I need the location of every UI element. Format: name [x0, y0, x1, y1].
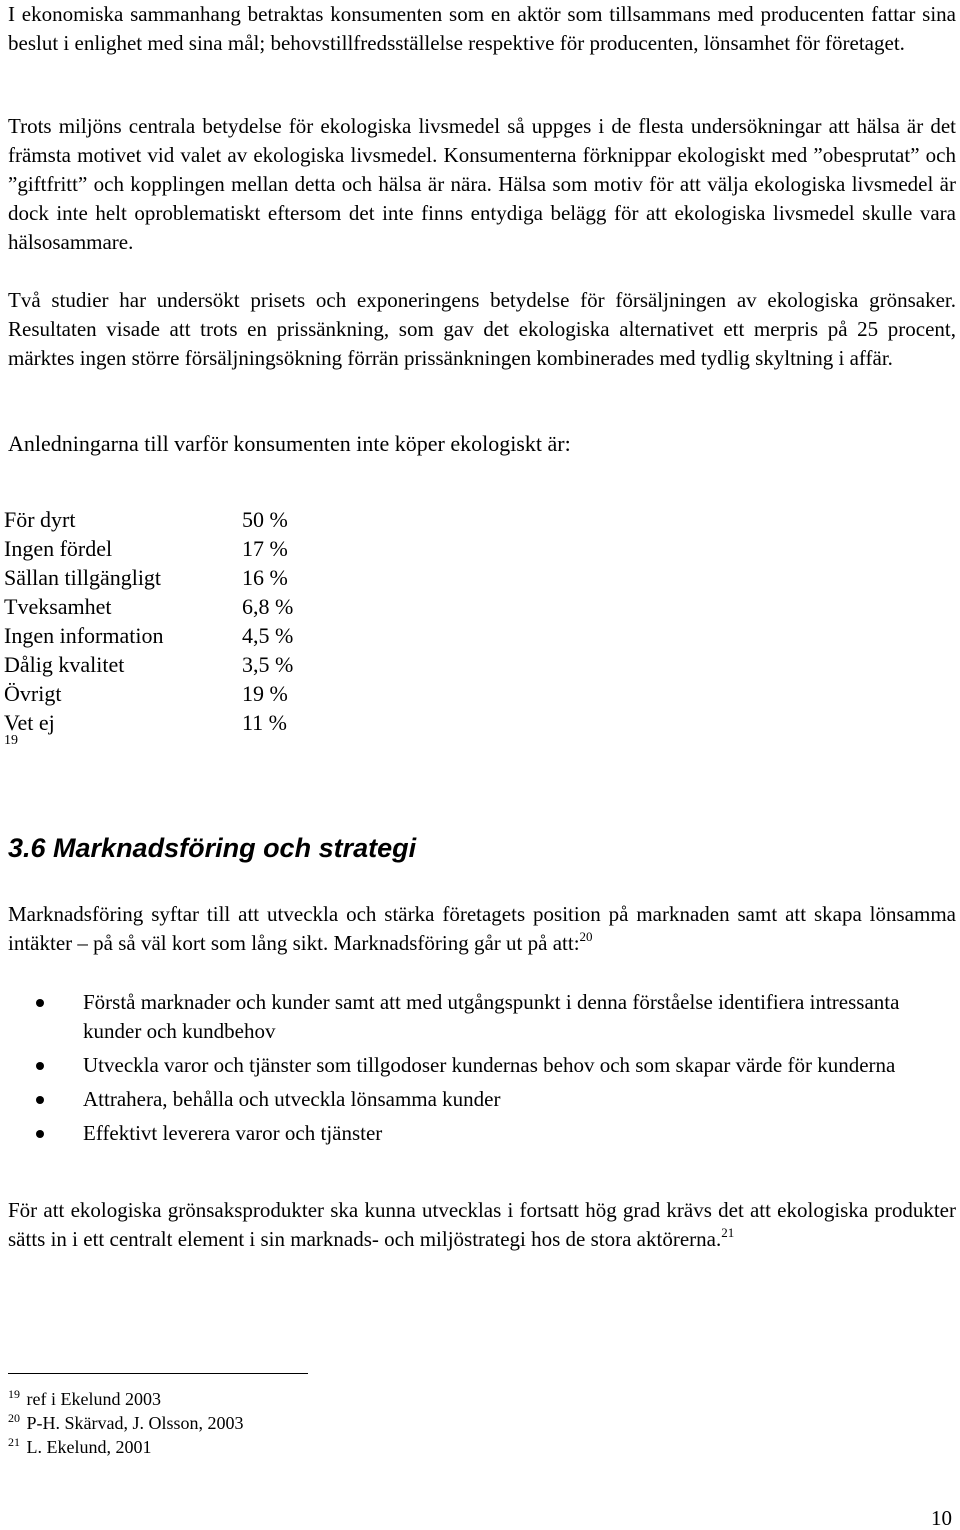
- list-item: [8, 1085, 956, 1114]
- paragraph-strategy-text: För att ekologiska grönsaksprodukter ska kunna utvecklas i fortsatt hög grad krävs det att ekologiska produkter sätts in i ett centralt element i sin marknads- och miljöstrategi hos de stora aktörerna.: [8, 1198, 956, 1251]
- bullet-icon: [36, 1062, 44, 1070]
- footnote: [8, 1387, 244, 1411]
- footnote-divider: [8, 1373, 308, 1374]
- reasons-lead-text: Anledningarna till varför konsumenten inte köper ekologiskt är:: [8, 431, 571, 456]
- list-item-text: Utveckla varor och tjänster som tillgodoser kundernas behov och som skapar värde för kunderna: [83, 1053, 896, 1077]
- reason-value: 4,5 %: [242, 623, 294, 648]
- footnote-ref: 21: [721, 1225, 735, 1240]
- footnotes: [8, 1387, 244, 1459]
- reason-row: [4, 679, 404, 708]
- reason-row: [4, 708, 404, 737]
- reason-row: [4, 563, 404, 592]
- reasons-table: [4, 505, 404, 737]
- paragraph-strategy: [8, 1196, 956, 1254]
- reason-label: Tveksamhet: [4, 594, 112, 619]
- reason-value: 6,8 %: [242, 594, 294, 619]
- bullet-icon: [36, 1096, 44, 1104]
- footnote-number: 20: [8, 1411, 20, 1425]
- reason-value: 16 %: [242, 565, 288, 590]
- footnote-number: 21: [8, 1435, 20, 1449]
- reason-label: Dålig kvalitet: [4, 652, 125, 677]
- reason-value: 50 %: [242, 507, 288, 532]
- paragraph-price-studies: Två studier har undersökt prisets och exponeringens betydelse för försäljningen av ekologiska grönsaker. Resultaten visade att trots en prissänkning, som gav det ekologiska alternativet ett merpris på 25 procent, märktes ingen större försäljningsökning förrän prissänkningen kombinerades med tydlig skyltning i affär.: [8, 288, 956, 370]
- list-item: [8, 1051, 956, 1080]
- footnote-text: ref i Ekelund 2003: [26, 1389, 161, 1409]
- page-number: 10: [931, 1506, 952, 1530]
- reason-value: 19 %: [242, 681, 288, 706]
- list-item-text: Effektivt leverera varor och tjänster: [83, 1121, 383, 1145]
- reason-label: Sällan tillgängligt: [4, 565, 162, 590]
- reason-label: Vet ej: [4, 710, 55, 735]
- reason-row: [4, 621, 404, 650]
- paragraph-marketing: [8, 900, 956, 958]
- list-item: [8, 1119, 956, 1148]
- reason-value: 3,5 %: [242, 652, 294, 677]
- marketing-bullet-list: [8, 988, 956, 1153]
- section-heading: 3.6 Marknadsföring och strategi: [8, 833, 417, 863]
- reason-label: Övrigt: [4, 681, 62, 706]
- footnote-number: 19: [8, 1387, 20, 1401]
- footnote-text: L. Ekelund, 2001: [26, 1437, 152, 1457]
- footnote-text: P-H. Skärvad, J. Olsson, 2003: [26, 1413, 244, 1433]
- reason-label: Ingen information: [4, 623, 164, 648]
- footnote: [8, 1411, 244, 1435]
- bullet-icon: [36, 1130, 44, 1138]
- bullet-icon: [36, 999, 44, 1007]
- reason-label: Ingen fördel: [4, 536, 113, 561]
- paragraph-health-motive: Trots miljöns centrala betydelse för ekologiska livsmedel så uppges i de flesta undersökningar att hälsa är det främsta motivet vid valet av ekologiska livsmedel. Konsumenterna förknippar ekologiskt med ”obesprutat” och ”giftfritt” och kopplingen mellan detta och hälsa är nära. Hälsa som motiv för att välja ekologiska livsmedel är dock inte helt oproblematiskt eftersom det inte finns entydiga belägg för att ekologiska livsmedel skulle vara hälsosammare.: [8, 114, 956, 254]
- list-item-text: Attrahera, behålla och utveckla lönsamma kunder: [83, 1087, 501, 1111]
- reason-row: [4, 650, 404, 679]
- reason-value: 17 %: [242, 536, 288, 561]
- reason-row: [4, 505, 404, 534]
- reason-row: [4, 592, 404, 621]
- footnote: [8, 1435, 244, 1459]
- reason-row: [4, 534, 404, 563]
- reasons-footnote-ref: 19: [4, 733, 18, 748]
- reason-label: För dyrt: [4, 507, 76, 532]
- footnote-ref: 20: [579, 929, 593, 944]
- list-item: [8, 988, 956, 1046]
- paragraph-consumer-economics: I ekonomiska sammanhang betraktas konsumenten som en aktör som tillsammans med producenten fattar sina beslut i enlighet med sina mål; behovstillfredsställelse respektive för producenten, lönsamhet för företaget.: [8, 2, 956, 55]
- reason-value: 11 %: [242, 710, 288, 735]
- list-item-text: Förstå marknader och kunder samt att med utgångspunkt i denna förståelse identifiera intressanta kunder och kundbehov: [83, 990, 900, 1043]
- paragraph-marketing-text: Marknadsföring syftar till att utveckla och stärka företagets position på marknaden samt att skapa lönsamma intäkter – på så väl kort som lång sikt. Marknadsföring går ut på att:: [8, 902, 956, 955]
